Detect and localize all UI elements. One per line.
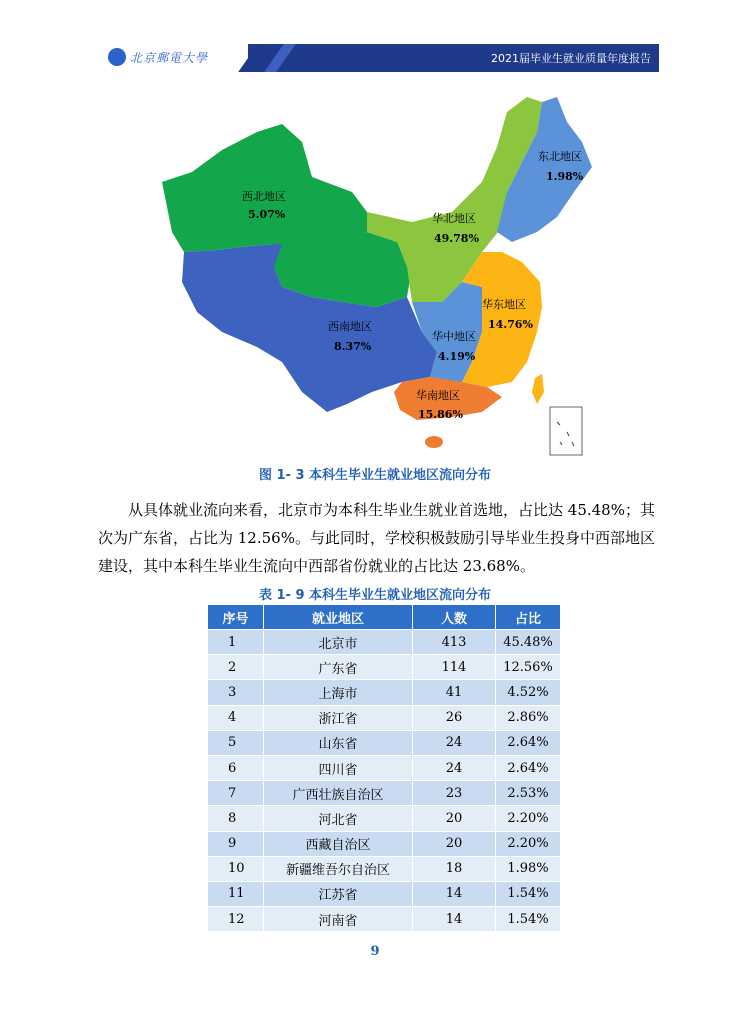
cell-count: 41	[413, 680, 496, 705]
map-region-northwest	[162, 124, 367, 252]
pct-southwest: 8.37%	[334, 340, 372, 353]
cell-region: 西藏自治区	[264, 831, 413, 856]
distribution-table	[207, 604, 561, 932]
pct-south: 15.86%	[418, 408, 463, 421]
university-logo-icon	[108, 48, 126, 66]
cell-index: 2	[208, 655, 264, 680]
cell-percent: 2.20%	[496, 831, 561, 856]
paragraph-line: 从具体就业流向来看，北京市为本科生毕业生就业首选地，占比达 45.48%；其	[128, 501, 655, 519]
cell-count: 14	[413, 907, 496, 932]
cell-percent: 2.64%	[496, 755, 561, 780]
pct-east: 14.76%	[488, 318, 533, 331]
table-row	[208, 755, 561, 780]
pct-north: 49.78%	[434, 232, 479, 245]
cell-percent: 1.54%	[496, 881, 561, 906]
column-header-percent: 占比	[496, 605, 561, 630]
table-row	[208, 730, 561, 755]
report-title: 2021届毕业生就业质量年度报告	[491, 52, 651, 65]
cell-region: 广东省	[264, 655, 413, 680]
cell-count: 23	[413, 781, 496, 806]
label-north: 华北地区	[432, 212, 476, 225]
cell-percent: 1.98%	[496, 856, 561, 881]
table-row	[208, 831, 561, 856]
cell-region: 山东省	[264, 730, 413, 755]
table-row	[208, 806, 561, 831]
cell-index: 8	[208, 806, 264, 831]
label-northeast: 东北地区	[538, 150, 582, 163]
cell-index: 7	[208, 781, 264, 806]
cell-count: 24	[413, 730, 496, 755]
cell-percent: 1.54%	[496, 907, 561, 932]
university-logo-text: 北京郵電大學	[130, 51, 209, 65]
table-row	[208, 907, 561, 932]
table-row	[208, 781, 561, 806]
cell-index: 4	[208, 705, 264, 730]
table-row	[208, 630, 561, 655]
label-south: 华南地区	[416, 389, 460, 402]
page-header	[98, 44, 659, 72]
cell-region: 河南省	[264, 907, 413, 932]
cell-count: 114	[413, 655, 496, 680]
cell-percent: 12.56%	[496, 655, 561, 680]
cell-percent: 2.20%	[496, 806, 561, 831]
column-header-count: 人数	[413, 605, 496, 630]
label-northwest: 西北地区	[242, 190, 286, 203]
cell-region: 北京市	[264, 630, 413, 655]
page-number: 9	[370, 944, 380, 959]
cell-index: 12	[208, 907, 264, 932]
cell-index: 6	[208, 755, 264, 780]
cell-region: 江苏省	[264, 881, 413, 906]
cell-region: 上海市	[264, 680, 413, 705]
cell-region: 四川省	[264, 755, 413, 780]
table-caption: 表 1- 9 本科生毕业生就业地区流向分布	[258, 588, 492, 603]
table-row	[208, 705, 561, 730]
cell-index: 3	[208, 680, 264, 705]
column-header-index: 序号	[208, 605, 264, 630]
cell-percent: 2.64%	[496, 730, 561, 755]
cell-percent: 2.53%	[496, 781, 561, 806]
cell-index: 9	[208, 831, 264, 856]
cell-count: 20	[413, 806, 496, 831]
figure-caption: 图 1- 3 本科生毕业生就业地区流向分布	[258, 468, 492, 483]
cell-index: 1	[208, 630, 264, 655]
cell-percent: 2.86%	[496, 705, 561, 730]
cell-index: 5	[208, 730, 264, 755]
table-header-row	[208, 605, 561, 630]
cell-percent: 4.52%	[496, 680, 561, 705]
cell-count: 413	[413, 630, 496, 655]
cell-count: 18	[413, 856, 496, 881]
south-china-sea-inset	[550, 407, 582, 455]
table-row	[208, 856, 561, 881]
table-row	[208, 655, 561, 680]
pct-northeast: 1.98%	[546, 170, 584, 183]
cell-percent: 45.48%	[496, 630, 561, 655]
label-central: 华中地区	[432, 330, 476, 343]
table-row	[208, 680, 561, 705]
cell-index: 10	[208, 856, 264, 881]
label-southwest: 西南地区	[328, 320, 372, 333]
cell-count: 24	[413, 755, 496, 780]
china-region-map	[162, 92, 602, 457]
cell-count: 20	[413, 831, 496, 856]
map-taiwan	[532, 374, 544, 404]
cell-count: 26	[413, 705, 496, 730]
pct-central: 4.19%	[438, 350, 476, 363]
header-logo-area	[98, 44, 248, 72]
table-row	[208, 881, 561, 906]
cell-region: 浙江省	[264, 705, 413, 730]
cell-region: 河北省	[264, 806, 413, 831]
paragraph-line: 建设，其中本科生毕业生流向中西部省份就业的占比达 23.68%。	[98, 557, 535, 575]
column-header-region: 就业地区	[264, 605, 413, 630]
cell-index: 11	[208, 881, 264, 906]
body-paragraph	[98, 496, 660, 580]
label-east: 华东地区	[482, 298, 526, 311]
cell-count: 14	[413, 881, 496, 906]
cell-region: 广西壮族自治区	[264, 781, 413, 806]
paragraph-line: 次为广东省，占比为 12.56%。与此同时，学校积极鼓励引导毕业生投身中西部地区	[98, 529, 655, 547]
cell-region: 新疆维吾尔自治区	[264, 856, 413, 881]
map-hainan	[425, 436, 443, 448]
pct-northwest: 5.07%	[248, 208, 286, 221]
